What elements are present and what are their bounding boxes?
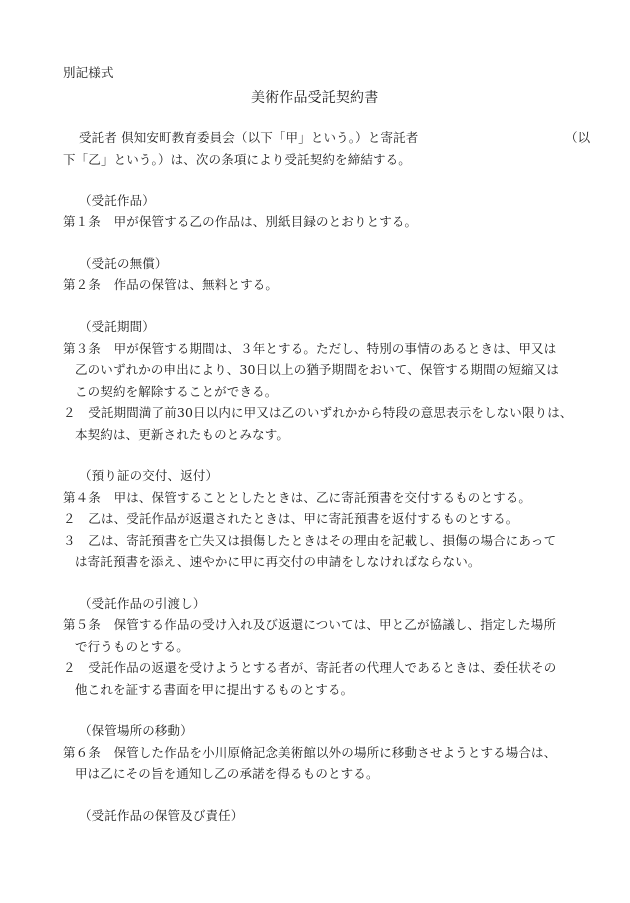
article-line: は寄託預書を添え、速やかに甲に再交付の申請をしなければならない。 [75,554,481,569]
article-caption: （受託の無償） [79,256,168,271]
article-caption: （受託作品） [79,193,155,208]
article-line: 第３条 甲が保管する期間は、３年とする。ただし、特別の事情のあるときは、甲又は [63,341,557,356]
article-line: ２ 受託期間満了前30日以内に甲又は乙のいずれかから特段の意思表示をしない限りは、 [63,405,573,420]
article-line: 甲は乙にその旨を通知し乙の承諾を得るものとする。 [75,766,379,781]
article-line: 第６条 保管した作品を小川原脩記念美術館以外の場所に移動させようとする場合は、 [63,745,557,760]
article-line: 第４条 甲は、保管することとしたときは、乙に寄託預書を交付するものとする。 [63,490,532,505]
article-caption: （受託作品の保管及び責任） [79,808,244,823]
article-caption: （保管場所の移動） [79,723,193,738]
article-line: ２ 受託作品の返還を受けようとする者が、寄託者の代理人であるときは、委任状その [63,660,557,675]
article-line: 他これを証する書面を甲に提出するものとする。 [75,682,354,697]
article-line: この契約を解除することができる。 [75,384,278,399]
article-line: 本契約は、更新されたものとみなす。 [75,427,290,442]
article-caption: （受託作品の引渡し） [79,596,206,611]
article-line: で行うものとする。 [75,639,189,654]
article-line: ３ 乙は、寄託預書を亡失又は損傷したときはその理由を記載し、損傷の場合にあって [63,533,557,548]
article-line: 乙のいずれかの申出により、30日以上の猶予期間をおいて、保管する期間の短縮又は [75,362,560,377]
preamble-line-2: 下「乙」という。）は、次の条項により受託契約を締結する。 [63,152,411,167]
preamble-line-1: 受託者 倶知安町教育委員会（以下「甲」という。）と寄託者 [79,130,419,145]
preamble-line-1-tail: （以 [565,130,591,145]
article-caption: （受託期間） [79,319,155,334]
form-label: 別記様式 [63,65,114,80]
article-caption: （預り証の交付、返付） [79,468,219,483]
article-line: 第１条 甲が保管する乙の作品は、別紙目録のとおりとする。 [63,214,418,229]
article-line: 第５条 保管する作品の受け入れ及び返還については、甲と乙が協議し、指定した場所 [63,617,557,632]
article-line: 第２条 作品の保管は、無料とする。 [63,277,279,292]
article-line: ２ 乙は、受託作品が返還されたときは、甲に寄託預書を返付するものとする。 [63,511,519,526]
document-title: 美術作品受託契約書 [251,90,379,106]
